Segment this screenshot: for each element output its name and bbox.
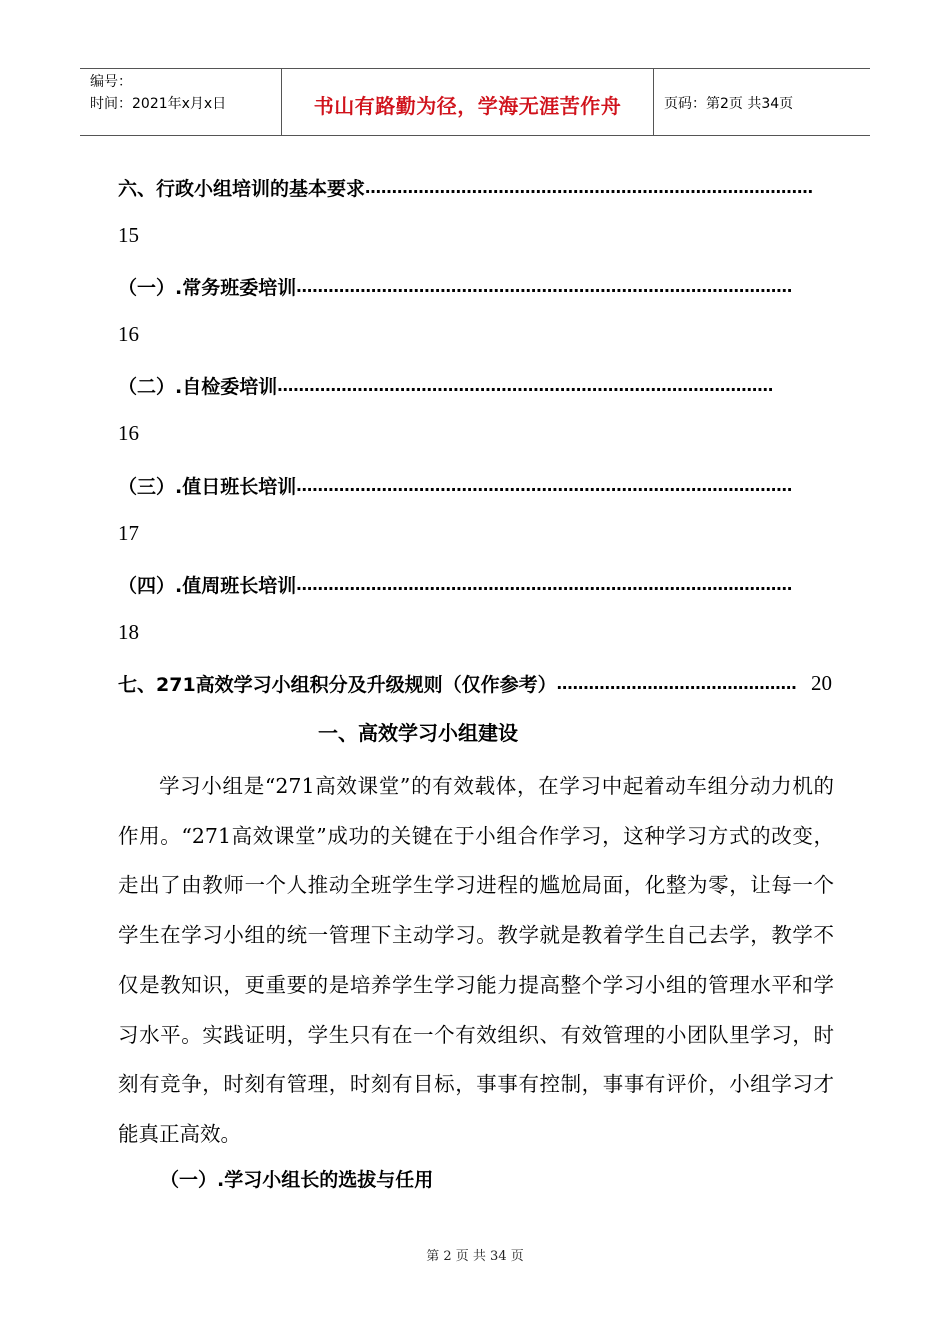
header-number-label: 编号： bbox=[90, 74, 132, 90]
header-time-label: 时间：2021年x月x日 bbox=[90, 96, 227, 112]
paragraph-text: 学习小组是“271高效课堂”的有效载体，在学习中起着动车组分动力机的作用。“271高效课堂”成功的关键在于小组合作学习，这种学习方式的改变，走出了由教师一个人推动全班学生学习进程的尴尬局面，化整为零，让每一个学生在学习小组的统一管理下主动学习。教学就是教着学生自己去学，教学不仅是教知识，更重要的是培养学生学习能力提高整个学习小组的管理水平和学习水平。实践证明，学生只有在一个有效组织、有效管理的小团队里学习，时刻有竞争，时刻有管理，时刻有目标，事事有控制，事事有评价，小组学习才能真正高效。 bbox=[118, 774, 834, 1146]
toc-page-number: 18 bbox=[118, 620, 139, 644]
header-page-info: 页码：第2页 共34页 bbox=[664, 96, 794, 112]
toc-entry-label: （四）.值周班长培训 bbox=[118, 574, 297, 597]
toc-page-number: 17 bbox=[118, 521, 139, 545]
toc-entry bbox=[118, 569, 830, 599]
toc-entry-label: （一）.常务班委培训 bbox=[118, 276, 297, 299]
toc-leader-dots: ………………………………………………………………………… bbox=[365, 177, 814, 197]
toc-entry bbox=[118, 470, 830, 500]
page-header bbox=[80, 68, 870, 136]
toc-leader-dots: ………………………………………………………………………………… bbox=[296, 475, 793, 495]
toc-leader-dots: ………………………………………………………………………………… bbox=[277, 375, 774, 395]
body-paragraph bbox=[118, 762, 834, 1160]
toc-entry bbox=[118, 172, 830, 202]
toc-entry-label: 七、271高效学习小组积分及升级规则（仅作参考） bbox=[118, 673, 557, 696]
header-meta bbox=[80, 69, 281, 135]
page-footer: 第 2 页 共 34 页 bbox=[426, 1249, 524, 1264]
toc-leader-dots: ………………………………………………………………………………… bbox=[296, 574, 793, 594]
section-title: 一、高效学习小组建设 bbox=[318, 721, 518, 745]
toc-page-number: 20 bbox=[811, 670, 832, 695]
header-motto: 书山有路勤为径，学海无涯苦作舟 bbox=[281, 69, 654, 135]
toc-entry bbox=[118, 668, 832, 698]
toc-entry bbox=[118, 271, 830, 301]
toc-page-number: 15 bbox=[118, 223, 139, 247]
toc-leader-dots: ………………………………………………………………………………… bbox=[296, 276, 793, 296]
toc-entry-label: （二）.自检委培训 bbox=[118, 375, 278, 398]
toc-entry-label: 六、行政小组培训的基本要求 bbox=[118, 177, 366, 200]
toc-entry bbox=[118, 370, 830, 400]
subsection-heading: （一）.学习小组长的选拔与任用 bbox=[160, 1169, 434, 1191]
toc-page-number: 16 bbox=[118, 322, 139, 346]
toc-entry-label: （三）.值日班长培训 bbox=[118, 475, 297, 498]
toc-leader-dots: ……………………………………… bbox=[556, 673, 797, 693]
toc-page-number: 16 bbox=[118, 421, 139, 445]
